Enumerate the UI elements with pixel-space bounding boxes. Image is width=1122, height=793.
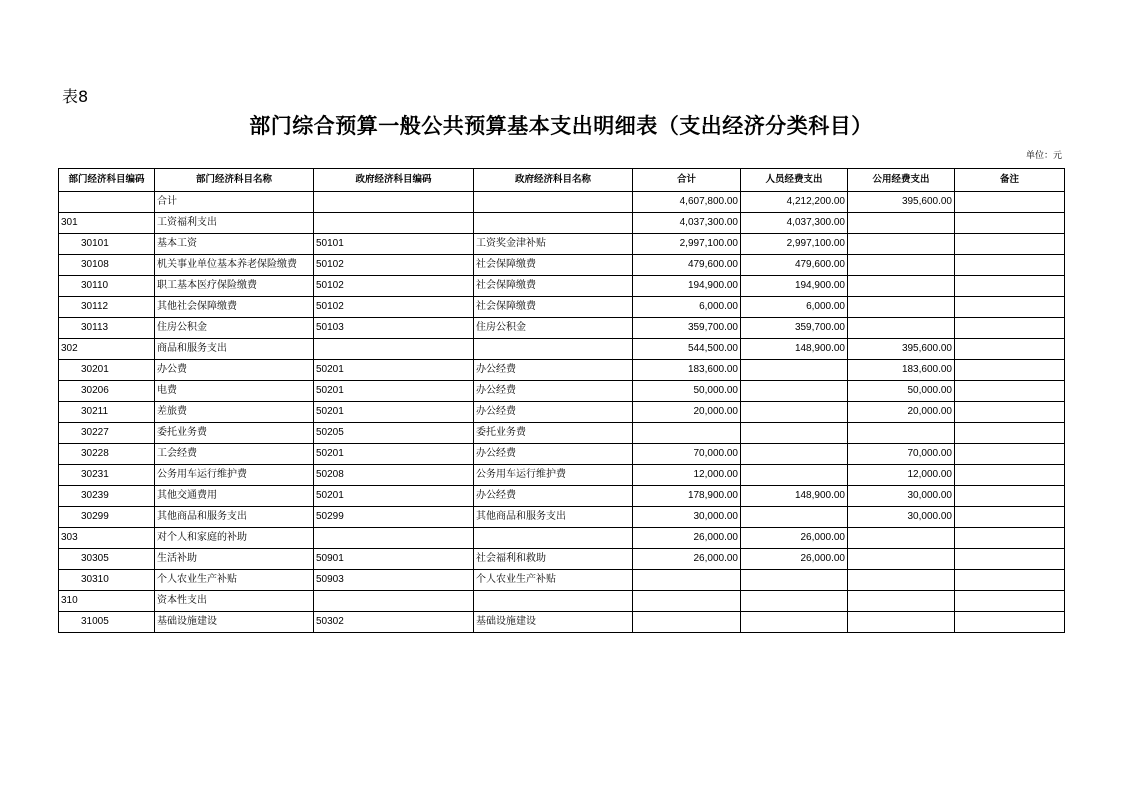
cell-dept-code: 303 <box>59 528 155 549</box>
cell-dept-code: 30113 <box>59 318 155 339</box>
cell-public: 50,000.00 <box>848 381 955 402</box>
cell-personnel <box>741 465 848 486</box>
cell-public: 30,000.00 <box>848 486 955 507</box>
page-title: 部门综合预算一般公共预算基本支出明细表（支出经济分类科目） <box>249 113 873 138</box>
cell-gov-code: 50903 <box>314 570 474 591</box>
cell-personnel <box>741 570 848 591</box>
cell-dept-name: 资本性支出 <box>155 591 314 612</box>
cell-note <box>955 402 1065 423</box>
table-row <box>59 381 1065 402</box>
cell-total: 26,000.00 <box>633 549 741 570</box>
cell-personnel <box>741 381 848 402</box>
cell-note <box>955 549 1065 570</box>
cell-gov-name: 办公经费 <box>474 381 633 402</box>
cell-dept-code: 30299 <box>59 507 155 528</box>
table-row <box>59 570 1065 591</box>
cell-gov-code: 50102 <box>314 255 474 276</box>
cell-total: 26,000.00 <box>633 528 741 549</box>
table-row <box>59 192 1065 213</box>
cell-gov-name <box>474 528 633 549</box>
cell-dept-code: 310 <box>59 591 155 612</box>
cell-dept-code: 30206 <box>59 381 155 402</box>
cell-public: 183,600.00 <box>848 360 955 381</box>
cell-note <box>955 570 1065 591</box>
cell-gov-name: 住房公积金 <box>474 318 633 339</box>
cell-dept-code: 30310 <box>59 570 155 591</box>
table-row <box>59 549 1065 570</box>
cell-dept-name: 其他交通费用 <box>155 486 314 507</box>
cell-dept-name: 生活补助 <box>155 549 314 570</box>
table-row <box>59 528 1065 549</box>
cell-dept-code: 30108 <box>59 255 155 276</box>
table-row <box>59 276 1065 297</box>
cell-note <box>955 318 1065 339</box>
cell-gov-name: 委托业务费 <box>474 423 633 444</box>
unit-label: 单位：元 <box>1025 151 1062 161</box>
cell-note <box>955 234 1065 255</box>
cell-gov-code: 50208 <box>314 465 474 486</box>
cell-public <box>848 570 955 591</box>
cell-dept-code: 30305 <box>59 549 155 570</box>
header-note: 备注 <box>955 169 1065 192</box>
cell-dept-name: 机关事业单位基本养老保险缴费 <box>155 255 314 276</box>
cell-dept-code: 30101 <box>59 234 155 255</box>
cell-personnel: 26,000.00 <box>741 549 848 570</box>
cell-total: 4,607,800.00 <box>633 192 741 213</box>
cell-public: 395,600.00 <box>848 192 955 213</box>
cell-gov-name: 办公经费 <box>474 444 633 465</box>
cell-public <box>848 612 955 633</box>
cell-dept-code: 30201 <box>59 360 155 381</box>
cell-personnel: 4,212,200.00 <box>741 192 848 213</box>
cell-dept-code <box>59 192 155 213</box>
header-public: 公用经费支出 <box>848 169 955 192</box>
cell-dept-name: 工资福利支出 <box>155 213 314 234</box>
cell-gov-name: 社会保障缴费 <box>474 297 633 318</box>
cell-dept-name: 电费 <box>155 381 314 402</box>
cell-dept-code: 30239 <box>59 486 155 507</box>
cell-personnel: 2,997,100.00 <box>741 234 848 255</box>
cell-dept-name: 办公费 <box>155 360 314 381</box>
cell-gov-code: 50302 <box>314 612 474 633</box>
header-gov-code: 政府经济科目编码 <box>314 169 474 192</box>
cell-dept-code: 302 <box>59 339 155 360</box>
cell-total <box>633 570 741 591</box>
cell-gov-name: 社会福利和救助 <box>474 549 633 570</box>
cell-note <box>955 612 1065 633</box>
cell-note <box>955 360 1065 381</box>
cell-total: 6,000.00 <box>633 297 741 318</box>
cell-gov-name <box>474 192 633 213</box>
cell-public: 70,000.00 <box>848 444 955 465</box>
table-row <box>59 339 1065 360</box>
cell-note <box>955 591 1065 612</box>
cell-public: 30,000.00 <box>848 507 955 528</box>
cell-gov-name: 办公经费 <box>474 360 633 381</box>
cell-personnel: 148,900.00 <box>741 486 848 507</box>
table-row <box>59 297 1065 318</box>
cell-note <box>955 444 1065 465</box>
cell-gov-code <box>314 339 474 360</box>
cell-dept-name: 对个人和家庭的补助 <box>155 528 314 549</box>
cell-total: 544,500.00 <box>633 339 741 360</box>
cell-personnel: 6,000.00 <box>741 297 848 318</box>
table-row <box>59 318 1065 339</box>
table-row <box>59 234 1065 255</box>
table-row <box>59 402 1065 423</box>
cell-gov-name <box>474 339 633 360</box>
cell-public: 395,600.00 <box>848 339 955 360</box>
table-row <box>59 213 1065 234</box>
header-gov-name: 政府经济科目名称 <box>474 169 633 192</box>
cell-gov-code: 50201 <box>314 360 474 381</box>
cell-gov-name <box>474 213 633 234</box>
cell-dept-name: 其他商品和服务支出 <box>155 507 314 528</box>
cell-public <box>848 234 955 255</box>
header-dept-name: 部门经济科目名称 <box>155 169 314 192</box>
header-personnel: 人员经费支出 <box>741 169 848 192</box>
cell-gov-code <box>314 192 474 213</box>
table-row <box>59 255 1065 276</box>
cell-personnel: 4,037,300.00 <box>741 213 848 234</box>
cell-dept-name: 差旅费 <box>155 402 314 423</box>
cell-total: 70,000.00 <box>633 444 741 465</box>
cell-gov-code <box>314 591 474 612</box>
cell-note <box>955 255 1065 276</box>
cell-gov-code: 50201 <box>314 402 474 423</box>
cell-personnel <box>741 612 848 633</box>
cell-dept-code: 30112 <box>59 297 155 318</box>
cell-gov-name: 社会保障缴费 <box>474 276 633 297</box>
cell-dept-name: 委托业务费 <box>155 423 314 444</box>
cell-note <box>955 192 1065 213</box>
cell-dept-code: 30211 <box>59 402 155 423</box>
cell-total <box>633 423 741 444</box>
cell-gov-name: 工资奖金津补贴 <box>474 234 633 255</box>
cell-dept-code: 30231 <box>59 465 155 486</box>
cell-total: 30,000.00 <box>633 507 741 528</box>
cell-gov-name: 办公经费 <box>474 486 633 507</box>
cell-note <box>955 465 1065 486</box>
cell-gov-code: 50102 <box>314 276 474 297</box>
cell-public <box>848 213 955 234</box>
cell-dept-code: 30228 <box>59 444 155 465</box>
cell-gov-code <box>314 528 474 549</box>
cell-gov-name: 公务用车运行维护费 <box>474 465 633 486</box>
cell-note <box>955 507 1065 528</box>
cell-public <box>848 591 955 612</box>
cell-personnel: 359,700.00 <box>741 318 848 339</box>
cell-note <box>955 486 1065 507</box>
cell-personnel: 194,900.00 <box>741 276 848 297</box>
cell-total: 359,700.00 <box>633 318 741 339</box>
cell-dept-name: 基础设施建设 <box>155 612 314 633</box>
cell-public: 20,000.00 <box>848 402 955 423</box>
cell-dept-code: 30227 <box>59 423 155 444</box>
cell-gov-code: 50103 <box>314 318 474 339</box>
table-number: 表8 <box>62 87 89 106</box>
cell-note <box>955 297 1065 318</box>
header-dept-code: 部门经济科目编码 <box>59 169 155 192</box>
cell-dept-name: 商品和服务支出 <box>155 339 314 360</box>
cell-total: 20,000.00 <box>633 402 741 423</box>
table-row <box>59 360 1065 381</box>
cell-gov-name: 基础设施建设 <box>474 612 633 633</box>
cell-gov-name: 社会保障缴费 <box>474 255 633 276</box>
cell-gov-code: 50201 <box>314 486 474 507</box>
cell-total: 4,037,300.00 <box>633 213 741 234</box>
cell-total: 50,000.00 <box>633 381 741 402</box>
cell-personnel <box>741 591 848 612</box>
expenditure-table <box>58 168 1065 633</box>
cell-public <box>848 528 955 549</box>
cell-dept-name: 住房公积金 <box>155 318 314 339</box>
header-row <box>59 169 1065 192</box>
cell-personnel <box>741 423 848 444</box>
table-row <box>59 612 1065 633</box>
cell-dept-code: 30110 <box>59 276 155 297</box>
cell-personnel: 479,600.00 <box>741 255 848 276</box>
cell-total: 194,900.00 <box>633 276 741 297</box>
cell-note <box>955 276 1065 297</box>
cell-personnel: 148,900.00 <box>741 339 848 360</box>
cell-personnel <box>741 402 848 423</box>
cell-gov-code: 50201 <box>314 444 474 465</box>
cell-gov-code: 50901 <box>314 549 474 570</box>
table-row <box>59 591 1065 612</box>
cell-public: 12,000.00 <box>848 465 955 486</box>
cell-note <box>955 339 1065 360</box>
cell-note <box>955 381 1065 402</box>
cell-dept-name: 公务用车运行维护费 <box>155 465 314 486</box>
cell-public <box>848 318 955 339</box>
table-row <box>59 486 1065 507</box>
cell-dept-name: 个人农业生产补贴 <box>155 570 314 591</box>
cell-public <box>848 423 955 444</box>
cell-dept-code: 31005 <box>59 612 155 633</box>
cell-gov-code: 50299 <box>314 507 474 528</box>
cell-total: 178,900.00 <box>633 486 741 507</box>
cell-gov-name: 办公经费 <box>474 402 633 423</box>
cell-dept-name: 其他社会保障缴费 <box>155 297 314 318</box>
cell-total: 12,000.00 <box>633 465 741 486</box>
cell-note <box>955 528 1065 549</box>
cell-personnel <box>741 360 848 381</box>
cell-personnel: 26,000.00 <box>741 528 848 549</box>
cell-total: 183,600.00 <box>633 360 741 381</box>
cell-total <box>633 591 741 612</box>
cell-gov-name: 个人农业生产补贴 <box>474 570 633 591</box>
cell-gov-code: 50101 <box>314 234 474 255</box>
cell-public <box>848 549 955 570</box>
cell-gov-name: 其他商品和服务支出 <box>474 507 633 528</box>
cell-gov-code: 50205 <box>314 423 474 444</box>
cell-personnel <box>741 444 848 465</box>
cell-personnel <box>741 507 848 528</box>
cell-public <box>848 297 955 318</box>
table-row <box>59 507 1065 528</box>
header-total: 合计 <box>633 169 741 192</box>
cell-gov-code: 50201 <box>314 381 474 402</box>
cell-gov-code <box>314 213 474 234</box>
cell-dept-name: 基本工资 <box>155 234 314 255</box>
cell-public <box>848 255 955 276</box>
cell-dept-name: 工会经费 <box>155 444 314 465</box>
cell-note <box>955 213 1065 234</box>
cell-gov-name <box>474 591 633 612</box>
cell-dept-name: 职工基本医疗保险缴费 <box>155 276 314 297</box>
cell-public <box>848 276 955 297</box>
cell-total <box>633 612 741 633</box>
cell-dept-name: 合计 <box>155 192 314 213</box>
cell-total: 2,997,100.00 <box>633 234 741 255</box>
table-row <box>59 423 1065 444</box>
cell-gov-code: 50102 <box>314 297 474 318</box>
table-row <box>59 465 1065 486</box>
cell-note <box>955 423 1065 444</box>
cell-dept-code: 301 <box>59 213 155 234</box>
table-row <box>59 444 1065 465</box>
cell-total: 479,600.00 <box>633 255 741 276</box>
